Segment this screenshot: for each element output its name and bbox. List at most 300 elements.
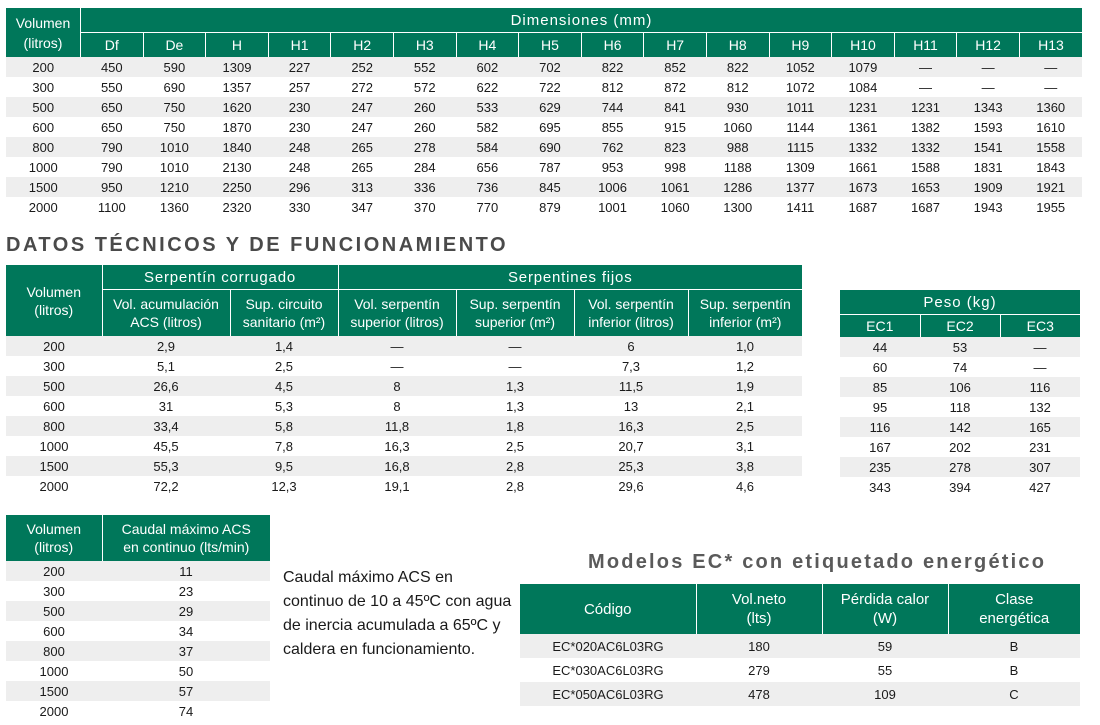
table-cell: 500 xyxy=(6,376,102,396)
table-cell: 2,5 xyxy=(456,436,574,456)
table-cell: — xyxy=(894,57,957,77)
table-cell: 1,0 xyxy=(688,336,802,356)
table-cell: — xyxy=(338,336,456,356)
weight-column-0: EC1 xyxy=(840,315,920,338)
table-cell: 231 xyxy=(1000,437,1080,457)
dimension-column-10: H8 xyxy=(706,33,769,58)
table-cell: 879 xyxy=(519,197,582,217)
table-cell: 55,3 xyxy=(102,456,230,476)
table-cell: 1188 xyxy=(706,157,769,177)
weight-title: Peso (kg) xyxy=(840,290,1080,315)
table-cell: 915 xyxy=(644,117,707,137)
table-cell: 9,5 xyxy=(230,456,338,476)
table-cell: 74 xyxy=(920,357,1000,377)
caudal-header-line1: Caudal máximo ACS xyxy=(121,521,251,537)
table-cell: 1,3 xyxy=(456,376,574,396)
table-cell: 1332 xyxy=(894,137,957,157)
table-cell: 296 xyxy=(268,177,331,197)
table-cell: 50 xyxy=(102,661,270,681)
table-cell: 44 xyxy=(840,337,920,357)
table-cell: 1661 xyxy=(832,157,895,177)
table-cell: 1357 xyxy=(206,77,269,97)
table-row xyxy=(6,197,1082,217)
table-cell: 11 xyxy=(102,561,270,581)
subheader-line2: inferior (litros) xyxy=(588,314,674,330)
caudal-header-line2: en continuo (lts/min) xyxy=(123,539,250,555)
dimension-column-13: H11 xyxy=(894,33,957,58)
table-cell: 235 xyxy=(840,457,920,477)
table-cell: 1060 xyxy=(706,117,769,137)
dimension-column-14: H12 xyxy=(957,33,1020,58)
table-cell: 1115 xyxy=(769,137,832,157)
table-cell: 1500 xyxy=(6,681,102,701)
table-cell: 16,3 xyxy=(574,416,688,436)
table-row xyxy=(6,641,270,661)
flow-table xyxy=(6,515,270,721)
volume-header xyxy=(6,515,102,561)
table-cell: 25,3 xyxy=(574,456,688,476)
col-vol-neto xyxy=(696,584,822,634)
table-cell: 6 xyxy=(574,336,688,356)
table-cell: 16,8 xyxy=(338,456,456,476)
table-cell: 1006 xyxy=(581,177,644,197)
table-cell: 622 xyxy=(456,77,519,97)
table-row xyxy=(840,397,1080,417)
table-cell: 57 xyxy=(102,681,270,701)
table-cell: EC*030AC6L03RG xyxy=(520,658,696,682)
subheader-line1: Vol. acumulación xyxy=(113,296,219,312)
table-cell: 1060 xyxy=(644,197,707,217)
table-cell: 2130 xyxy=(206,157,269,177)
subheader-line2: ACS (litros) xyxy=(130,314,202,330)
table-row xyxy=(6,601,270,621)
table-cell: — xyxy=(894,77,957,97)
table-cell: 930 xyxy=(706,97,769,117)
table-cell: 552 xyxy=(393,57,456,77)
table-cell: 812 xyxy=(706,77,769,97)
table-cell: 533 xyxy=(456,97,519,117)
table-cell: 582 xyxy=(456,117,519,137)
table-cell: 1943 xyxy=(957,197,1020,217)
subheader-line2: sanitario (m²) xyxy=(242,314,326,330)
table-cell: 1100 xyxy=(81,197,144,217)
col-perdida-calor-line1: Pérdida calor xyxy=(840,591,930,608)
table-cell: 248 xyxy=(268,157,331,177)
subheader-line1: Vol. serpentín xyxy=(354,296,440,312)
subheader-line1: Vol. serpentín xyxy=(588,296,674,312)
table-cell: 1052 xyxy=(769,57,832,77)
volume-header xyxy=(6,265,102,336)
dimension-column-12: H10 xyxy=(832,33,895,58)
table-cell: 3,1 xyxy=(688,436,802,456)
table-row xyxy=(840,457,1080,477)
table-cell: 12,3 xyxy=(230,476,338,496)
table-cell: 200 xyxy=(6,57,81,77)
table-cell: 1144 xyxy=(769,117,832,137)
table-row xyxy=(6,117,1082,137)
table-cell: 31 xyxy=(102,396,230,416)
table-cell: 750 xyxy=(143,97,206,117)
table-row xyxy=(6,97,1082,117)
table-cell: 272 xyxy=(331,77,394,97)
table-cell: 702 xyxy=(519,57,582,77)
table-cell: 5,3 xyxy=(230,396,338,416)
table-cell: 800 xyxy=(6,137,81,157)
table-cell: B xyxy=(948,634,1080,658)
table-cell: 450 xyxy=(81,57,144,77)
table-cell: 1332 xyxy=(832,137,895,157)
col-perdida-calor xyxy=(822,584,948,634)
dimension-column-5: H3 xyxy=(393,33,456,58)
table-cell: 37 xyxy=(102,641,270,661)
table-cell: 1921 xyxy=(1019,177,1082,197)
subheader-line2: superior (m²) xyxy=(474,314,556,330)
table-cell: 142 xyxy=(920,417,1000,437)
table-cell: 998 xyxy=(644,157,707,177)
table-cell: 1360 xyxy=(143,197,206,217)
table-cell: 600 xyxy=(6,621,102,641)
table-cell: 247 xyxy=(331,117,394,137)
technical-subheader-0 xyxy=(102,290,230,337)
table-cell: 95 xyxy=(840,397,920,417)
table-cell: 988 xyxy=(706,137,769,157)
table-cell: 11,5 xyxy=(574,376,688,396)
table-cell: 770 xyxy=(456,197,519,217)
col-vol-neto-line1: Vol.neto xyxy=(731,591,787,608)
table-cell: EC*020AC6L03RG xyxy=(520,634,696,658)
volume-header-line2: (litros) xyxy=(23,34,63,51)
table-cell: 109 xyxy=(822,682,948,706)
dimension-column-4: H2 xyxy=(331,33,394,58)
dimensions-title: Dimensiones (mm) xyxy=(81,8,1083,33)
table-cell: 1382 xyxy=(894,117,957,137)
table-cell: — xyxy=(1000,357,1080,377)
table-cell: — xyxy=(456,336,574,356)
table-cell: 23 xyxy=(102,581,270,601)
table-row xyxy=(6,376,802,396)
table-cell: 1010 xyxy=(143,157,206,177)
subheader-line1: Sup. serpentín xyxy=(699,296,791,312)
table-cell: 336 xyxy=(393,177,456,197)
table-cell: 2,1 xyxy=(688,396,802,416)
table-cell: 1909 xyxy=(957,177,1020,197)
table-cell: 200 xyxy=(6,561,102,581)
table-cell: 953 xyxy=(581,157,644,177)
table-cell: 1011 xyxy=(769,97,832,117)
table-cell: 26,6 xyxy=(102,376,230,396)
group-serpentin-corrugado: Serpentín corrugado xyxy=(102,265,338,290)
table-cell: 762 xyxy=(581,137,644,157)
table-cell: 33,4 xyxy=(102,416,230,436)
dimension-column-1: De xyxy=(143,33,206,58)
table-cell: 300 xyxy=(6,77,81,97)
table-cell: 227 xyxy=(268,57,331,77)
table-cell: 1955 xyxy=(1019,197,1082,217)
table-cell: 1,3 xyxy=(456,396,574,416)
table-cell: 695 xyxy=(519,117,582,137)
table-row xyxy=(520,682,1080,706)
technical-subheader-3 xyxy=(456,290,574,337)
table-cell: 500 xyxy=(6,97,81,117)
dimension-column-3: H1 xyxy=(268,33,331,58)
section-title: DATOS TÉCNICOS Y DE FUNCIONAMIENTO xyxy=(6,234,509,256)
table-row xyxy=(6,396,802,416)
table-cell: 872 xyxy=(644,77,707,97)
table-cell: 2320 xyxy=(206,197,269,217)
table-cell: 278 xyxy=(393,137,456,157)
table-cell: 200 xyxy=(6,336,102,356)
table-cell: 343 xyxy=(840,477,920,497)
table-cell: 74 xyxy=(102,701,270,721)
table-row xyxy=(6,356,802,376)
table-cell: 1361 xyxy=(832,117,895,137)
table-cell: 1610 xyxy=(1019,117,1082,137)
table-cell: — xyxy=(957,77,1020,97)
table-cell: 180 xyxy=(696,634,822,658)
col-clase-energetica-line1: Clase xyxy=(995,591,1034,608)
subheader-line2: superior (litros) xyxy=(350,314,444,330)
volume-header-line1: Volumen xyxy=(26,283,81,300)
table-cell: 500 xyxy=(6,601,102,621)
table-cell: 1231 xyxy=(894,97,957,117)
table-cell: 787 xyxy=(519,157,582,177)
table-cell: 116 xyxy=(1000,377,1080,397)
table-cell: 1360 xyxy=(1019,97,1082,117)
weight-table xyxy=(840,290,1080,497)
table-cell: 7,3 xyxy=(574,356,688,376)
table-cell: 330 xyxy=(268,197,331,217)
dimensions-table xyxy=(6,8,1082,217)
dimension-column-9: H7 xyxy=(644,33,707,58)
dimension-column-7: H5 xyxy=(519,33,582,58)
table-cell: 248 xyxy=(268,137,331,157)
table-cell: 1000 xyxy=(6,157,81,177)
table-cell: 600 xyxy=(6,117,81,137)
table-cell: 1870 xyxy=(206,117,269,137)
table-cell: 744 xyxy=(581,97,644,117)
col-clase-energetica xyxy=(948,584,1080,634)
table-cell: 7,8 xyxy=(230,436,338,456)
table-row xyxy=(520,634,1080,658)
volume-header-line2: (litros) xyxy=(34,539,74,555)
table-row xyxy=(840,437,1080,457)
table-cell: 2,8 xyxy=(456,476,574,496)
technical-subheader-4 xyxy=(574,290,688,337)
table-cell: 300 xyxy=(6,356,102,376)
table-cell: 1061 xyxy=(644,177,707,197)
dimension-column-6: H4 xyxy=(456,33,519,58)
dimension-column-0: Df xyxy=(81,33,144,58)
table-cell: 690 xyxy=(143,77,206,97)
table-cell: 202 xyxy=(920,437,1000,457)
table-cell: 1300 xyxy=(706,197,769,217)
table-cell: 1687 xyxy=(894,197,957,217)
table-cell: 650 xyxy=(81,97,144,117)
table-cell: 265 xyxy=(331,137,394,157)
table-cell: C xyxy=(948,682,1080,706)
table-cell: 1343 xyxy=(957,97,1020,117)
table-cell: 1000 xyxy=(6,661,102,681)
table-cell: 247 xyxy=(331,97,394,117)
table-row xyxy=(6,177,1082,197)
table-cell: — xyxy=(1000,337,1080,357)
table-cell: 855 xyxy=(581,117,644,137)
volume-header xyxy=(6,8,81,57)
table-cell: 650 xyxy=(81,117,144,137)
table-cell: — xyxy=(1019,57,1082,77)
table-cell: 800 xyxy=(6,416,102,436)
table-cell: — xyxy=(957,57,1020,77)
table-cell: 845 xyxy=(519,177,582,197)
table-cell: 1377 xyxy=(769,177,832,197)
group-serpentines-fijos: Serpentines fijos xyxy=(338,265,802,290)
table-cell: 257 xyxy=(268,77,331,97)
table-cell: 53 xyxy=(920,337,1000,357)
table-cell: 427 xyxy=(1000,477,1080,497)
table-cell: B xyxy=(948,658,1080,682)
table-cell: 1843 xyxy=(1019,157,1082,177)
col-perdida-calor-line2: (W) xyxy=(872,610,898,627)
table-cell: 823 xyxy=(644,137,707,157)
table-cell: 1500 xyxy=(6,177,81,197)
table-row xyxy=(6,137,1082,157)
table-cell: 572 xyxy=(393,77,456,97)
table-cell: 8 xyxy=(338,396,456,416)
table-cell: 790 xyxy=(81,157,144,177)
weight-column-2: EC3 xyxy=(1000,315,1080,338)
table-cell: 5,1 xyxy=(102,356,230,376)
table-row xyxy=(6,77,1082,97)
subheader-line1: Sup. circuito xyxy=(245,296,323,312)
table-row xyxy=(6,661,270,681)
dimension-column-15: H13 xyxy=(1019,33,1082,58)
table-cell: 1309 xyxy=(206,57,269,77)
volume-header-line1: Volumen xyxy=(15,14,71,31)
table-row xyxy=(520,658,1080,682)
table-cell: — xyxy=(456,356,574,376)
table-row xyxy=(6,701,270,721)
table-cell: 2000 xyxy=(6,701,102,721)
table-cell: — xyxy=(1019,77,1082,97)
table-cell: 85 xyxy=(840,377,920,397)
table-cell: 2000 xyxy=(6,197,81,217)
table-cell: 2,9 xyxy=(102,336,230,356)
table-cell: 812 xyxy=(581,77,644,97)
table-row xyxy=(6,157,1082,177)
table-cell: 4,6 xyxy=(688,476,802,496)
table-row xyxy=(6,561,270,581)
table-cell: 106 xyxy=(920,377,1000,397)
table-cell: 950 xyxy=(81,177,144,197)
table-cell: 19,1 xyxy=(338,476,456,496)
table-cell: 55 xyxy=(822,658,948,682)
table-cell: 1072 xyxy=(769,77,832,97)
table-cell: 690 xyxy=(519,137,582,157)
table-cell: 2000 xyxy=(6,476,102,496)
table-cell: 370 xyxy=(393,197,456,217)
table-cell: 59 xyxy=(822,634,948,658)
table-row xyxy=(6,621,270,641)
table-cell: EC*050AC6L03RG xyxy=(520,682,696,706)
table-cell: 1,4 xyxy=(230,336,338,356)
col-vol-neto-line2: (lts) xyxy=(746,610,772,627)
table-cell: 3,8 xyxy=(688,456,802,476)
table-cell: 29 xyxy=(102,601,270,621)
table-cell: 260 xyxy=(393,97,456,117)
table-cell: 1558 xyxy=(1019,137,1082,157)
table-row xyxy=(6,336,802,356)
models-table xyxy=(520,584,1080,706)
table-row xyxy=(6,436,802,456)
table-cell: 347 xyxy=(331,197,394,217)
table-row xyxy=(6,581,270,601)
table-cell: 852 xyxy=(644,57,707,77)
table-cell: 1,2 xyxy=(688,356,802,376)
table-cell: 300 xyxy=(6,581,102,601)
dimension-column-8: H6 xyxy=(581,33,644,58)
table-cell: 16,3 xyxy=(338,436,456,456)
technical-subheader-5 xyxy=(688,290,802,337)
table-cell: 550 xyxy=(81,77,144,97)
table-cell: 279 xyxy=(696,658,822,682)
table-cell: 600 xyxy=(6,396,102,416)
table-cell: 284 xyxy=(393,157,456,177)
table-cell: 167 xyxy=(840,437,920,457)
subheader-line2: inferior (m²) xyxy=(709,314,782,330)
table-cell: 841 xyxy=(644,97,707,117)
volume-header-line1: Volumen xyxy=(26,521,81,537)
dimension-column-11: H9 xyxy=(769,33,832,58)
table-cell: 1588 xyxy=(894,157,957,177)
table-cell: 13 xyxy=(574,396,688,416)
table-row xyxy=(840,417,1080,437)
subheader-line1: Sup. serpentín xyxy=(469,296,561,312)
table-cell: 656 xyxy=(456,157,519,177)
table-cell: 736 xyxy=(456,177,519,197)
table-cell: 11,8 xyxy=(338,416,456,436)
table-cell: 1653 xyxy=(894,177,957,197)
table-cell: 118 xyxy=(920,397,1000,417)
table-cell: 800 xyxy=(6,641,102,661)
table-row xyxy=(840,357,1080,377)
table-cell: 1673 xyxy=(832,177,895,197)
table-cell: 307 xyxy=(1000,457,1080,477)
table-cell: 1084 xyxy=(832,77,895,97)
table-row xyxy=(6,416,802,436)
table-cell: 1000 xyxy=(6,436,102,456)
table-row xyxy=(6,681,270,701)
technical-subheader-2 xyxy=(338,290,456,337)
flow-note: Caudal máximo ACS en continuo de 10 a 45ºC con agua de inercia acumulada a 65ºC y caldera en funcionamiento. xyxy=(283,569,512,658)
table-cell: 1001 xyxy=(581,197,644,217)
table-cell: 584 xyxy=(456,137,519,157)
table-cell: 260 xyxy=(393,117,456,137)
table-cell: 1231 xyxy=(832,97,895,117)
table-row xyxy=(840,377,1080,397)
table-cell: 1079 xyxy=(832,57,895,77)
table-cell: 45,5 xyxy=(102,436,230,456)
table-cell: 822 xyxy=(706,57,769,77)
table-cell: 1687 xyxy=(832,197,895,217)
table-cell: 8 xyxy=(338,376,456,396)
table-cell: 2,5 xyxy=(230,356,338,376)
table-cell: 602 xyxy=(456,57,519,77)
table-cell: 165 xyxy=(1000,417,1080,437)
table-cell: 265 xyxy=(331,157,394,177)
table-cell: 1620 xyxy=(206,97,269,117)
table-cell: 4,5 xyxy=(230,376,338,396)
table-row xyxy=(6,57,1082,77)
